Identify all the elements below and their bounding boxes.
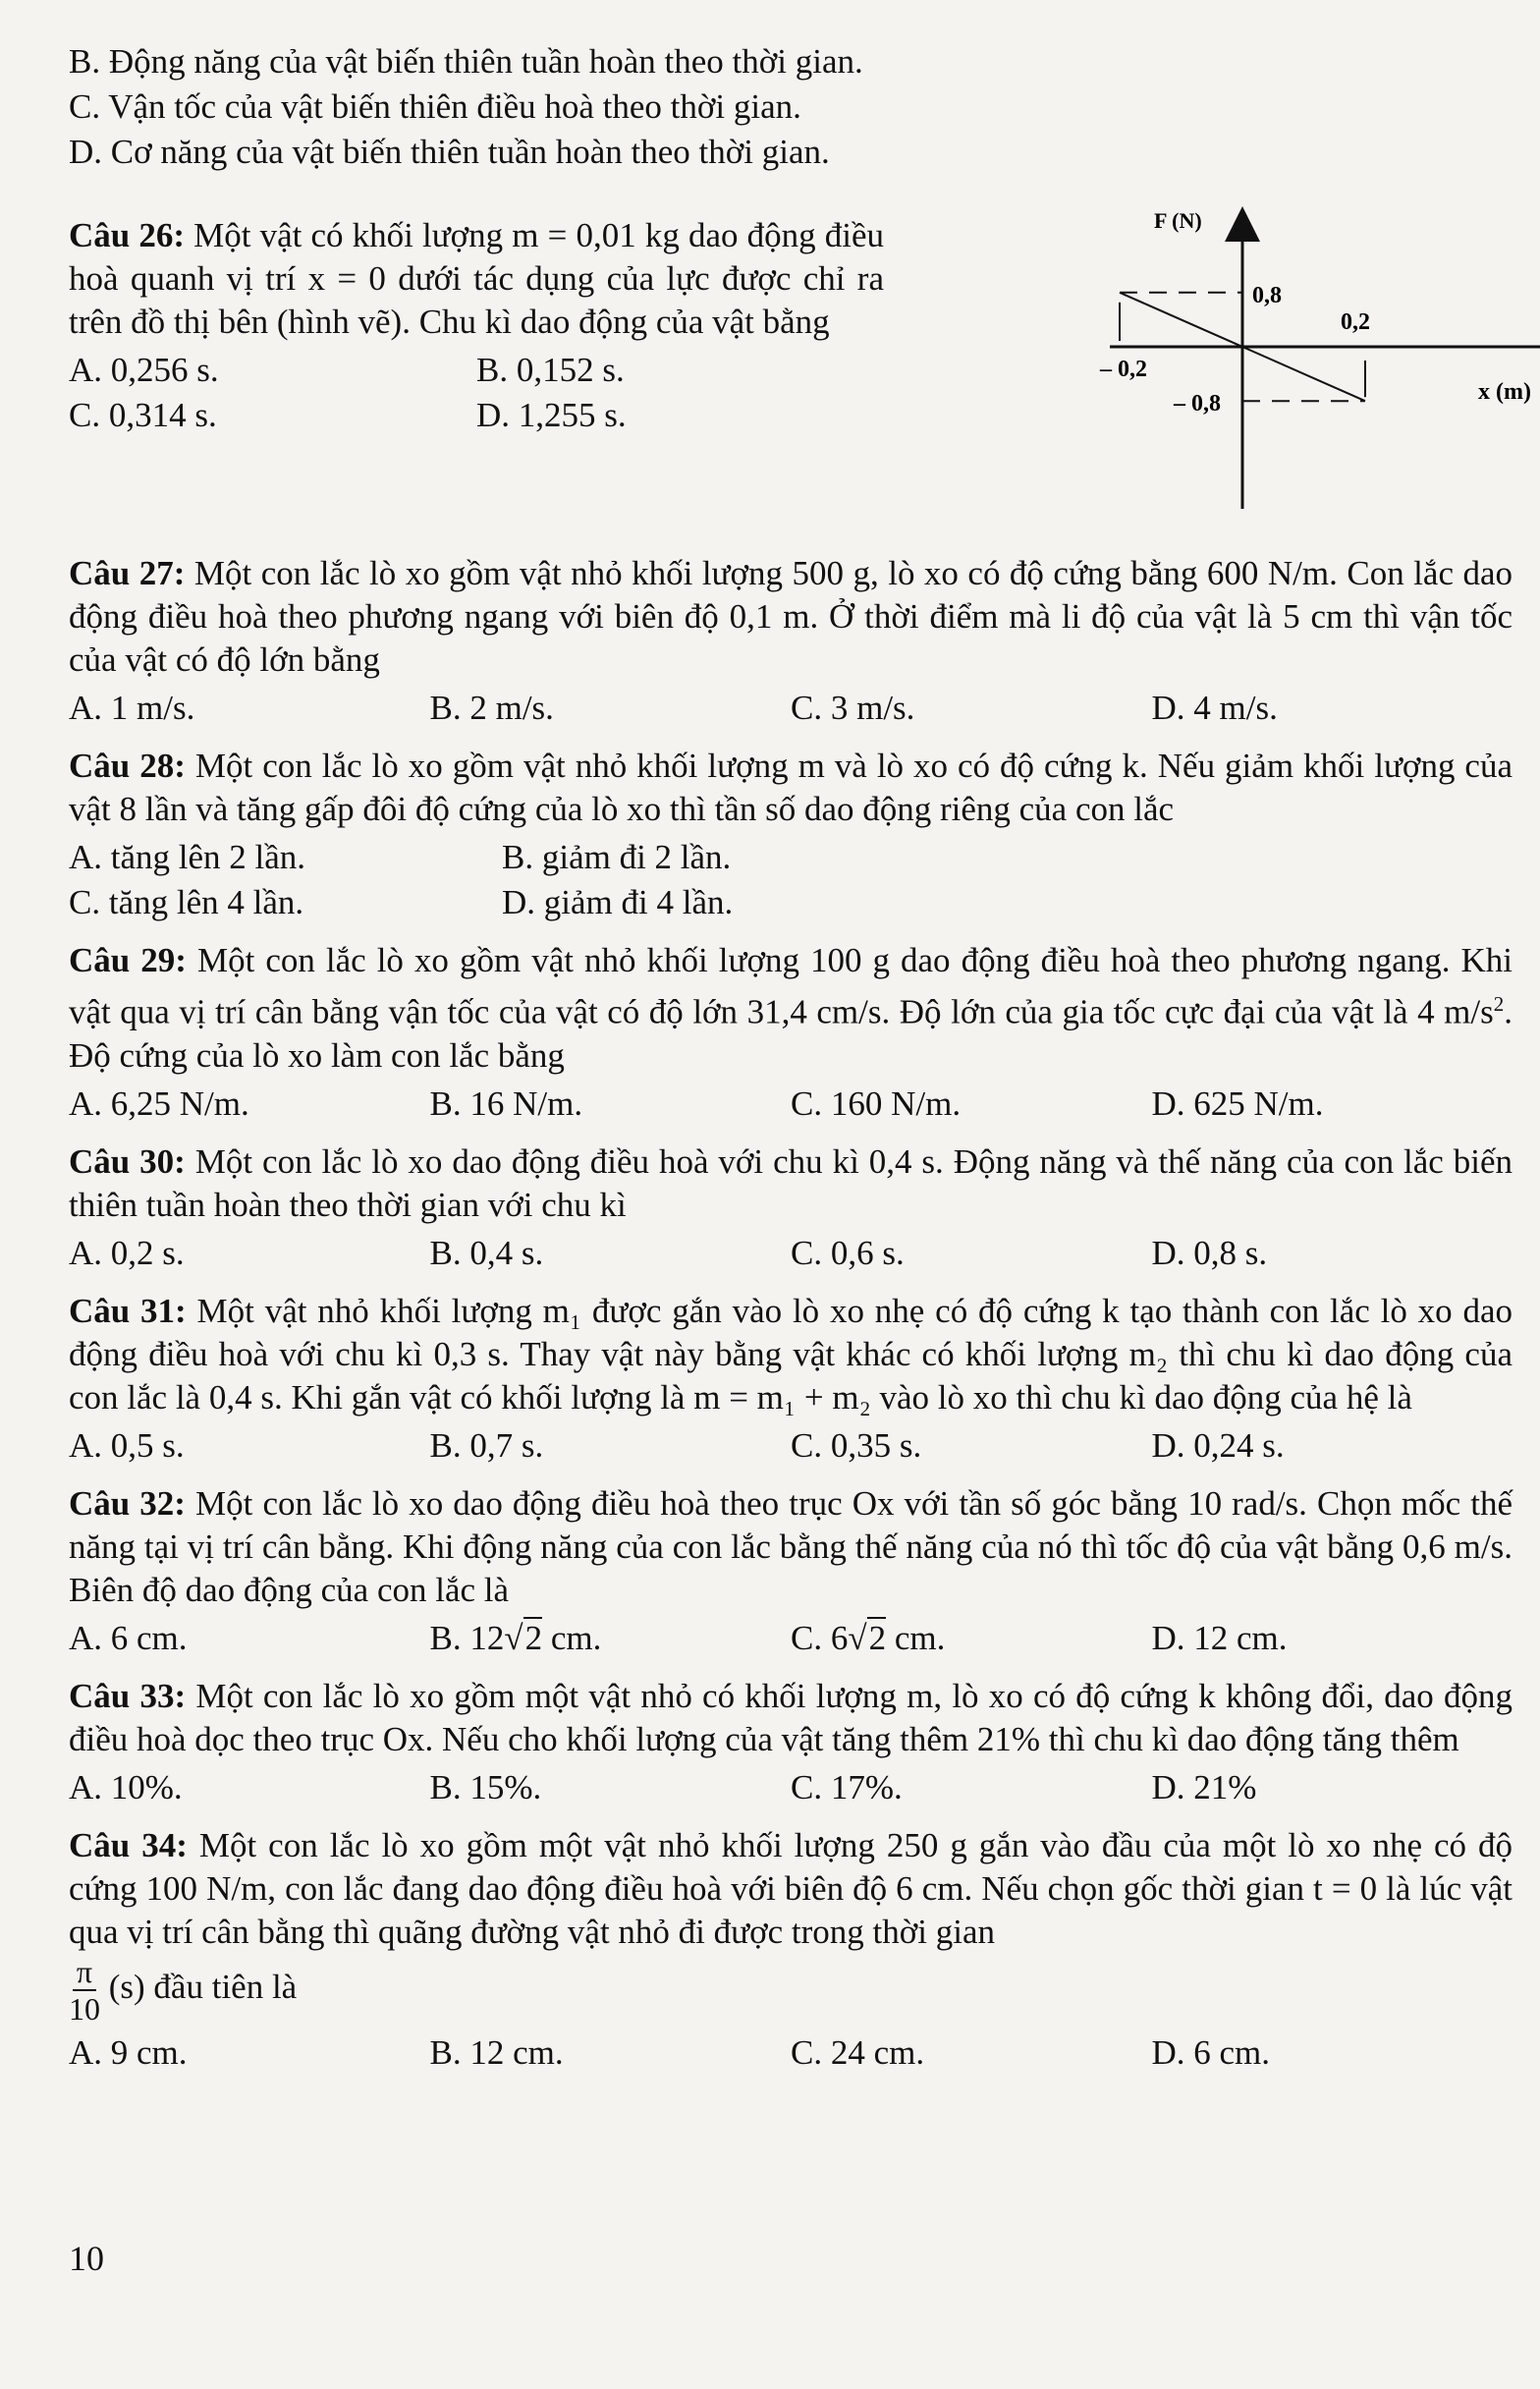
question-30-stem (69, 1140, 1512, 1227)
q32-option-b (430, 1616, 792, 1661)
q32-option-b-pre: B. 12 (429, 1618, 505, 1657)
q29-option-d: D. 625 N/m. (1151, 1083, 1324, 1123)
question-31-text: Một vật nhỏ khối lượng m₁ được gắn vào lò xo nhẹ có độ cứng k tạo thành con lắc lò xo dao động điều hoà với chu kì 0,3 s. Thay vật này bằng vật khác có khối lượng m₂ thì chu kì dao động của con lắc là 0,4 s. Khi gắn vật có khối lượng là m = m₁ + m₂ vào lò xo thì chu kì dao động của hệ là (69, 1291, 1512, 1417)
tick-label-x-neg: – 0,2 (1100, 357, 1147, 382)
q28-option-b: B. giảm đi 2 lần. (502, 838, 732, 876)
q33-option-b: B. 15%. (429, 1767, 542, 1806)
question-31-options (69, 1423, 1512, 1469)
question-27-label: Câu 27: (69, 554, 186, 592)
question-32-options (69, 1616, 1512, 1661)
question-30 (69, 1140, 1512, 1276)
q30-option-c: C. 0,6 s. (791, 1233, 905, 1272)
q34-option-d: D. 6 cm. (1151, 2032, 1271, 2072)
q27-option-c: C. 3 m/s. (791, 689, 915, 727)
q31-option-b: B. 0,7 s. (429, 1425, 544, 1465)
q33-option-a: A. 10%. (69, 1767, 183, 1806)
question-33-text: Một con lắc lò xo gồm một vật nhỏ có khối lượng m, lò xo có độ cứng k không đổi, dao động điều hoà dọc theo trục Ox. Nếu cho khối lượng của vật tăng thêm 21% thì chu kì dao động tăng thêm (69, 1676, 1512, 1758)
q30-option-d: D. 0,8 s. (1151, 1233, 1268, 1272)
question-33-options (69, 1765, 1512, 1810)
question-27-text: Một con lắc lò xo gồm vật nhỏ khối lượng 500 g, lò xo có độ cứng bằng 600 N/m. Con lắc dao động điều hoà theo phương ngang với biên độ 0,1 m. Ở thời điểm mà li độ của vật là 5 cm thì vận tốc của vật có độ lớn bằng (69, 554, 1512, 679)
q31-option-d: D. 0,24 s. (1151, 1425, 1285, 1465)
q32-option-d: D. 12 cm. (1151, 1618, 1288, 1657)
question-32-stem (69, 1482, 1512, 1612)
question-30-text: Một con lắc lò xo dao động điều hoà với chu kì 0,4 s. Động năng và thế năng của con lắc biến thiên tuần hoàn theo thời gian với chu kì (69, 1141, 1512, 1224)
x-axis-label: x (m) (1478, 379, 1531, 405)
q29-option-a: A. 6,25 N/m. (69, 1083, 249, 1123)
q34-option-b: B. 12 cm. (429, 2032, 564, 2072)
q33-option-d: D. 21% (1151, 1767, 1257, 1806)
q32-option-c-pre: C. 6 (791, 1618, 849, 1657)
question-34-fraction-line (69, 1954, 1512, 2027)
q28-option-c: C. tăng lên 4 lần. (69, 883, 304, 921)
question-32-label: Câu 32: (69, 1483, 186, 1523)
y-axis-label: F (N) (1154, 208, 1202, 233)
q34-option-c: C. 24 cm. (791, 2032, 925, 2072)
q27-option-a: A. 1 m/s. (69, 689, 195, 727)
question-26-options (69, 348, 884, 438)
question-28-options (69, 835, 935, 925)
question-26-stem (69, 214, 884, 344)
tick-label-y-neg: – 0,8 (1174, 391, 1221, 417)
question-28-text: Một con lắc lò xo gồm vật nhỏ khối lượng m và lò xo có độ cứng k. Nếu giảm khối lượng của vật 8 lần và tăng gấp đôi độ cứng của lò xo thì tần số dao động riêng của con lắc (69, 747, 1512, 828)
intro-option-b: B. Động năng của vật biến thiên tuần hoàn theo thời gian. (69, 42, 863, 81)
q28-option-a: A. tăng lên 2 lần. (69, 838, 306, 876)
question-29-stem (69, 939, 1512, 1078)
question-33-label: Câu 33: (69, 1676, 187, 1715)
question-27-options (69, 686, 1512, 731)
question-30-label: Câu 30: (69, 1141, 186, 1181)
pi-over-10-fraction (69, 1954, 100, 2027)
question-31 (69, 1290, 1512, 1469)
question-32-text: Một con lắc lò xo dao động điều hoà theo trục Ox với tần số góc bằng 10 rad/s. Chọn mốc thế năng tại vị trí cân bằng. Khi động năng của con lắc bằng thế năng của nó thì tốc độ của vật bằng 0,6 m/s. Biên độ dao động của con lắc là (69, 1483, 1512, 1609)
q27-option-d: D. 4 m/s. (1151, 689, 1278, 727)
q26-option-b: B. 0,152 s. (476, 351, 625, 389)
fraction-numerator: π (73, 1954, 96, 1991)
q31-option-a: A. 0,5 s. (69, 1425, 185, 1465)
question-29 (69, 939, 1512, 1127)
question-34-tail: (s) đầu tiên là (100, 1967, 298, 2006)
q32-option-c-radicand: 2 (868, 1618, 887, 1657)
q34-option-a: A. 9 cm. (69, 2032, 188, 2072)
q29-option-c: C. 160 N/m. (791, 1083, 962, 1123)
q31-option-c: C. 0,35 s. (791, 1425, 922, 1465)
question-28 (69, 745, 1512, 925)
question-34-options (69, 2030, 1512, 2076)
q32-option-b-post: cm. (542, 1618, 602, 1657)
sqrt-symbol: √ (504, 1618, 523, 1657)
document-page (69, 39, 1531, 2076)
question-34 (69, 1824, 1512, 2076)
q32-option-c-post: cm. (886, 1618, 946, 1657)
question-26 (69, 208, 1531, 538)
question-33-stem (69, 1675, 1512, 1761)
q29-option-b: B. 16 N/m. (429, 1083, 583, 1123)
q26-option-a: A. 0,256 s. (69, 351, 219, 389)
sqrt-symbol: √ (848, 1618, 867, 1657)
q32-option-b-radicand: 2 (524, 1618, 543, 1657)
question-29-text-b: . Độ cứng của lò xo làm con lắc bằng (69, 992, 1512, 1075)
q33-option-c: C. 17%. (791, 1767, 903, 1806)
tick-label-x-pos: 0,2 (1341, 309, 1370, 335)
question-31-label: Câu 31: (69, 1291, 187, 1330)
question-34-label: Câu 34: (69, 1825, 188, 1864)
question-26-text: Một vật có khối lượng m = 0,01 kg dao động điều hoà quanh vị trí x = 0 dưới tác dụng của lực được chỉ ra trên đồ thị bên (hình vẽ). Chu kì dao động của vật bằng (69, 216, 884, 341)
question-28-stem (69, 745, 1512, 831)
question-30-options (69, 1231, 1512, 1276)
question-32 (69, 1482, 1512, 1661)
question-28-label: Câu 28: (69, 747, 186, 785)
question-29-label: Câu 29: (69, 941, 187, 979)
q26-option-d: D. 1,255 s. (476, 396, 627, 434)
intro-option-d: D. Cơ năng của vật biến thiên tuần hoàn theo thời gian. (69, 133, 830, 171)
q30-option-b: B. 0,4 s. (429, 1233, 544, 1272)
question-27-stem (69, 552, 1512, 682)
fraction-denominator: 10 (69, 1990, 100, 2027)
question-29-text-a: Một con lắc lò xo gồm vật nhỏ khối lượng 100 g dao động điều hoà theo phương ngang. Khi vật qua vị trí cân bằng vận tốc của vật có độ lớn 31,4 cm/s. Độ lớn của gia tốc cực đại của vật là 4 m/s (69, 941, 1513, 1031)
q30-option-a: A. 0,2 s. (69, 1233, 185, 1272)
q27-option-b: B. 2 m/s. (429, 689, 554, 727)
question-29-sup: 2 (1493, 992, 1505, 1016)
tick-label-y-pos: 0,8 (1252, 282, 1282, 308)
question-31-stem (69, 1290, 1512, 1419)
question-34-text: Một con lắc lò xo gồm một vật nhỏ khối lượng 250 g gắn vào đầu của một lò xo nhẹ có độ cứng 100 N/m, con lắc đang dao động điều hoà với biên độ 6 cm. Nếu chọn gốc thời gian t = 0 là lúc vật qua vị trí cân bằng thì quãng đường vật nhỏ đi được trong thời gian (69, 1825, 1512, 1951)
question-33 (69, 1675, 1512, 1810)
force-displacement-graph (933, 204, 1540, 519)
question-29-options (69, 1082, 1512, 1127)
q32-option-a: A. 6 cm. (69, 1618, 188, 1657)
question-27 (69, 552, 1512, 731)
intro-option-c: C. Vận tốc của vật biến thiên điều hoà theo thời gian. (69, 87, 801, 126)
q28-option-d: D. giảm đi 4 lần. (502, 883, 734, 921)
q32-option-c (791, 1616, 1152, 1661)
question-26-label: Câu 26: (69, 216, 186, 254)
page-number: 10 (69, 2239, 104, 2278)
question-34-stem (69, 1824, 1512, 1954)
intro-options (69, 39, 1512, 175)
q26-option-c: C. 0,314 s. (69, 396, 217, 434)
